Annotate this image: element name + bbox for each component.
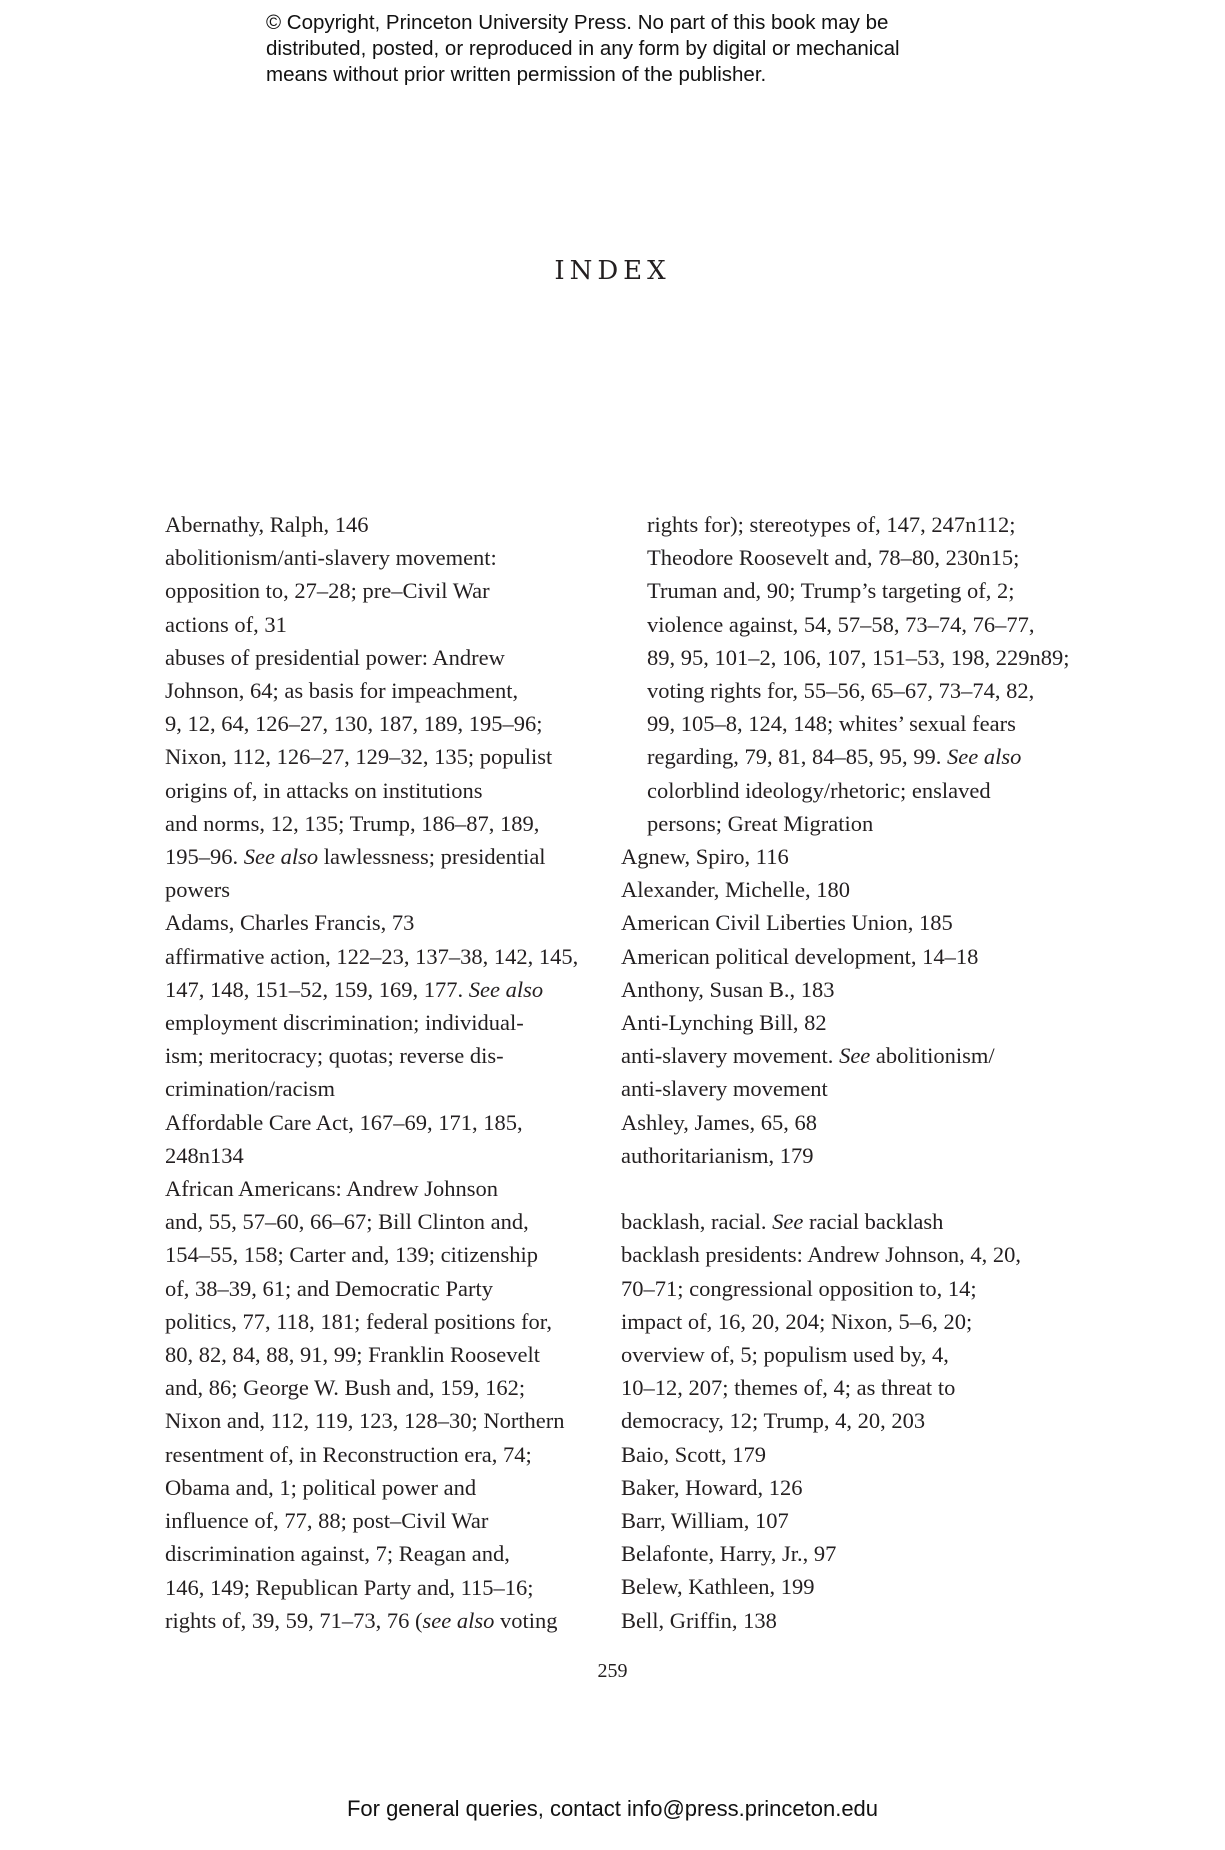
index-entry — [621, 1537, 1041, 1570]
index-entry-line: resentment of, in Reconstruction era, 74; — [165, 1441, 532, 1467]
index-entry — [165, 1106, 605, 1172]
index-entry — [165, 1172, 605, 1637]
index-entry-line: rights for); stereotypes of, 147, 247n112; — [647, 512, 1016, 537]
index-entry-line: politics, 77, 118, 181; federal positions for, — [165, 1308, 552, 1334]
index-entry-line: impact of, 16, 20, 204; Nixon, 5–6, 20; — [621, 1308, 973, 1334]
copyright-line: © Copyright, Princeton University Press. No part of this book may be — [266, 11, 889, 34]
index-entry-line: Nixon and, 112, 119, 123, 128–30; Northern — [165, 1408, 565, 1434]
index-entry-line: powers — [165, 877, 230, 903]
index-entry — [621, 1106, 1041, 1139]
index-entry-line: Alexander, Michelle, 180 — [621, 877, 851, 903]
index-entry-line: Bell, Griffin, 138 — [621, 1607, 777, 1633]
index-entry-line: Belew, Kathleen, 199 — [621, 1574, 815, 1600]
index-entry-line: 10–12, 207; themes of, 4; as threat to — [621, 1375, 956, 1401]
index-entry-line: regarding, 79, 81, 84–85, 95, 99. See also — [647, 744, 1022, 770]
index-entry-line: actions of, 31 — [165, 611, 287, 637]
index-entry-line: Baio, Scott, 179 — [621, 1441, 766, 1467]
index-entry-line: Baker, Howard, 126 — [621, 1474, 803, 1500]
index-entry-line: 89, 95, 101–2, 106, 107, 151–53, 198, 229n89; — [647, 644, 1070, 670]
index-entry-line: overview of, 5; populism used by, 4, — [621, 1342, 949, 1368]
index-entry-line: violence against, 54, 57–58, 73–74, 76–77, — [647, 611, 1035, 637]
index-entry-line: 99, 105–8, 124, 148; whites’ sexual fears — [647, 711, 1016, 737]
footer-contact: For general queries, contact info@press.princeton.edu — [346, 1796, 879, 1821]
index-entry-line: 70–71; congressional opposition to, 14; — [621, 1275, 977, 1301]
index-entry — [621, 973, 1041, 1006]
index-entry-line: 147, 148, 151–52, 159, 169, 177. See also — [165, 976, 544, 1002]
copyright-line: distributed, posted, or reproduced in any form by digital or mechanical — [266, 37, 900, 60]
index-entry — [165, 508, 605, 541]
index-entry-line: opposition to, 27–28; pre–Civil War — [165, 578, 490, 604]
index-entry-line: Abernathy, Ralph, 146 — [165, 512, 369, 537]
index-entry — [621, 906, 1041, 939]
index-entry-line: and norms, 12, 135; Trump, 186–87, 189, — [165, 810, 540, 836]
index-entry — [621, 1139, 1041, 1172]
index-entry-line: backlash presidents: Andrew Johnson, 4, 20, — [621, 1242, 1021, 1268]
index-entry-line: and, 55, 57–60, 66–67; Bill Clinton and, — [165, 1209, 529, 1235]
index-entry-line: Ashley, James, 65, 68 — [621, 1109, 818, 1135]
index-entry — [621, 1205, 1041, 1238]
index-entry-line: 154–55, 158; Carter and, 139; citizenship — [165, 1242, 539, 1268]
index-entry — [621, 1504, 1041, 1537]
index-entry-line: anti-slavery movement. See abolitionism/ — [621, 1043, 995, 1069]
index-column-left — [165, 508, 605, 1637]
index-entry-line: Barr, William, 107 — [621, 1508, 789, 1534]
index-entry — [621, 1006, 1041, 1039]
index-entry — [621, 1471, 1041, 1504]
index-entry — [621, 1570, 1041, 1603]
index-entry — [165, 906, 605, 939]
index-column-right — [621, 508, 1070, 1637]
index-entry — [621, 840, 1041, 873]
index-entry-line: Obama and, 1; political power and — [165, 1474, 477, 1500]
index-entry-line: discrimination against, 7; Reagan and, — [165, 1541, 510, 1567]
index-entry-line: Nixon, 112, 126–27, 129–32, 135; populist — [165, 744, 553, 770]
index-entry — [621, 873, 1041, 906]
index-entry-line: colorblind ideology/rhetoric; enslaved — [647, 777, 991, 803]
index-entry-line: Truman and, 90; Trump’s targeting of, 2; — [647, 578, 1015, 604]
page-number: 259 — [597, 1660, 628, 1682]
index-entry-line: democracy, 12; Trump, 4, 20, 203 — [621, 1408, 926, 1434]
index-entry — [621, 1438, 1041, 1471]
index-entry — [165, 641, 605, 907]
index-entry — [621, 940, 1041, 973]
index-entry-line: abuses of presidential power: Andrew — [165, 644, 505, 670]
index-entry-line: Agnew, Spiro, 116 — [621, 844, 789, 870]
index-entry-line: rights of, 39, 59, 71–73, 76 (see also voting — [165, 1607, 558, 1633]
index-entry-line: influence of, 77, 88; post–Civil War — [165, 1508, 489, 1534]
index-entry-line: 9, 12, 64, 126–27, 130, 187, 189, 195–96; — [165, 711, 543, 737]
index-entry-line: persons; Great Migration — [647, 810, 874, 836]
index-entry-line: Affordable Care Act, 167–69, 171, 185, — [165, 1109, 523, 1135]
index-entry-line: origins of, in attacks on institutions — [165, 777, 483, 803]
index-entry-line: 195–96. See also lawlessness; presidential — [165, 844, 546, 870]
index-entry — [165, 541, 605, 641]
index-entry-line: of, 38–39, 61; and Democratic Party — [165, 1275, 494, 1301]
index-entry-continued — [621, 508, 1070, 840]
index-entry-line: backlash, racial. See racial backlash — [621, 1209, 944, 1235]
index-entry-line: Theodore Roosevelt and, 78–80, 230n15; — [647, 545, 1020, 571]
index-entry — [621, 1604, 1041, 1637]
index-entry — [621, 1238, 1041, 1437]
index-entry-line: Adams, Charles Francis, 73 — [165, 910, 415, 936]
index-entry-line: Johnson, 64; as basis for impeachment, — [165, 678, 519, 704]
index-section-gap — [621, 1172, 1041, 1205]
index-entry — [621, 1039, 1041, 1105]
index-entry-line: Belafonte, Harry, Jr., 97 — [621, 1541, 837, 1567]
index-entry-line: American political development, 14–18 — [621, 943, 979, 969]
index-entry-line: anti-slavery movement — [621, 1076, 828, 1102]
index-entry-line: Anti-Lynching Bill, 82 — [621, 1010, 827, 1036]
index-entry — [165, 940, 605, 1106]
copyright-notice — [266, 10, 1026, 88]
index-entry-line: ism; meritocracy; quotas; reverse dis- — [165, 1043, 504, 1069]
index-entry-line: voting rights for, 55–56, 65–67, 73–74, 82, — [647, 678, 1035, 704]
index-entry-line: crimination/racism — [165, 1076, 335, 1102]
index-entry-line: authoritarianism, 179 — [621, 1142, 814, 1168]
index-entry-line: 248n134 — [165, 1142, 244, 1168]
page-title: INDEX — [554, 256, 671, 286]
index-entry-line: African Americans: Andrew Johnson — [165, 1176, 499, 1202]
index-entry-line: employment discrimination; individual- — [165, 1010, 524, 1036]
index-entry-line: affirmative action, 122–23, 137–38, 142, 145, — [165, 943, 579, 969]
copyright-line: means without prior written permission of the publisher. — [266, 63, 767, 86]
index-entry-line: and, 86; George W. Bush and, 159, 162; — [165, 1375, 526, 1401]
index-entry-line: abolitionism/anti-slavery movement: — [165, 545, 497, 571]
index-entry-line: 80, 82, 84, 88, 91, 99; Franklin Roosevelt — [165, 1342, 540, 1368]
index-entry-line: 146, 149; Republican Party and, 115–16; — [165, 1574, 534, 1600]
index-entry-line: Anthony, Susan B., 183 — [621, 976, 835, 1002]
index-entry-line: American Civil Liberties Union, 185 — [621, 910, 953, 936]
